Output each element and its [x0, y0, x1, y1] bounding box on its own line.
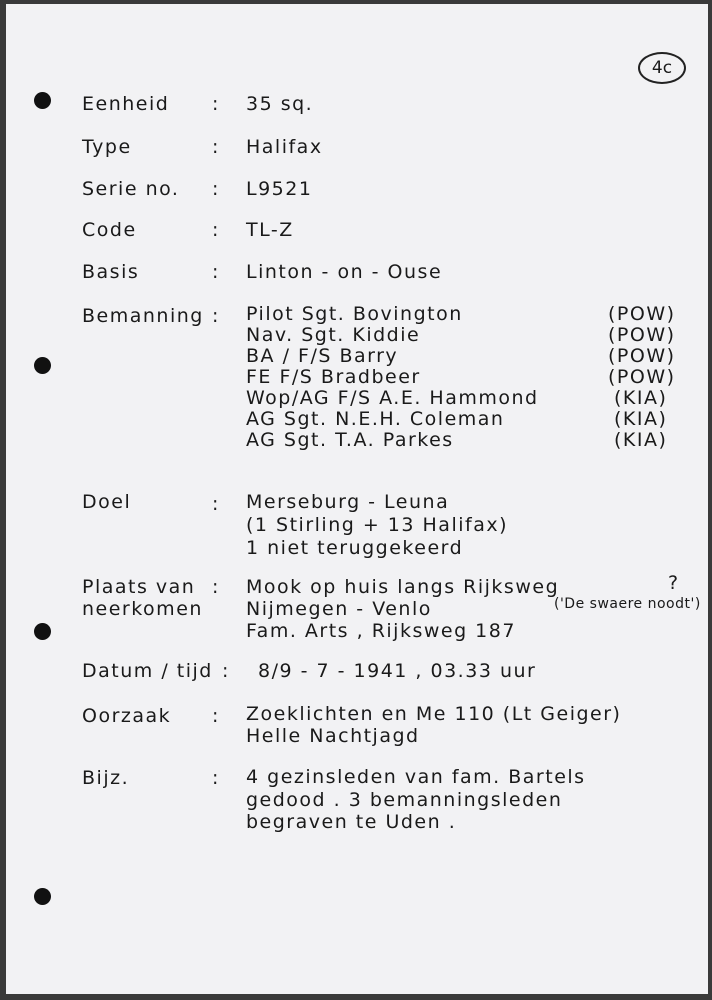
doel-line: (1 Stirling + 13 Halifax) [246, 514, 508, 536]
datum-label: Datum / tijd [82, 660, 213, 682]
bijz-line: 4 gezinsleden van fam. Bartels [246, 766, 586, 788]
oorzaak-line: Zoeklichten en Me 110 (Lt Geiger) [246, 703, 622, 725]
crew-status: (POW) [608, 345, 676, 367]
field-colon: : [212, 705, 220, 727]
doel-label: Doel [82, 491, 132, 513]
field-value-eenheid: 35 sq. [246, 93, 314, 115]
plaats-line: Mook op huis langs Rijksweg [246, 576, 560, 598]
datum-value: 8/9 - 7 - 1941 , 03.33 uur [258, 660, 537, 682]
doel-line: 1 niet teruggekeerd [246, 537, 464, 559]
crew-member: FE F/S Bradbeer [246, 366, 421, 388]
field-colon: : [212, 767, 220, 789]
bijz-line: gedood . 3 bemanningsleden [246, 789, 563, 811]
punch-hole [34, 357, 51, 374]
punch-hole [34, 92, 51, 109]
crew-status: (POW) [608, 366, 676, 388]
crew-member: AG Sgt. N.E.H. Coleman [246, 408, 505, 430]
punch-hole [34, 623, 51, 640]
field-colon: : [212, 178, 220, 200]
punch-hole [34, 888, 51, 905]
oorzaak-label: Oorzaak [82, 705, 172, 727]
field-colon: : [212, 261, 220, 283]
plaats-line: Fam. Arts , Rijksweg 187 [246, 620, 516, 642]
crew-label: Bemanning [82, 305, 204, 327]
field-colon: : [222, 660, 230, 682]
crew-member: BA / F/S Barry [246, 345, 399, 367]
field-label-code: Code [82, 219, 137, 241]
field-colon: : [212, 219, 220, 241]
field-label-type: Type [82, 136, 132, 158]
field-colon: : [212, 93, 220, 115]
field-value-serie: L9521 [246, 178, 313, 200]
field-value-code: TL-Z [246, 219, 294, 241]
page-number: 4c [638, 52, 686, 84]
question-mark: ? [668, 572, 680, 594]
doel-line: Merseburg - Leuna [246, 491, 450, 513]
crew-status: (POW) [608, 303, 676, 325]
crew-member: Wop/AG F/S A.E. Hammond [246, 387, 539, 409]
field-label-eenheid: Eenheid [82, 93, 170, 115]
crew-status: (KIA) [614, 408, 668, 430]
field-value-type: Halifax [246, 136, 323, 158]
plaats-label-line: neerkomen [82, 598, 203, 620]
bijz-label: Bijz. [82, 767, 130, 789]
oorzaak-line: Helle Nachtjagd [246, 725, 420, 747]
field-colon: : [212, 576, 220, 598]
field-label-serie: Serie no. [82, 178, 180, 200]
crew-member: Nav. Sgt. Kiddie [246, 324, 421, 346]
crew-member: Pilot Sgt. Bovington [246, 303, 463, 325]
field-label-basis: Basis [82, 261, 140, 283]
crew-status: (KIA) [614, 429, 668, 451]
plaats-line: Nijmegen - Venlo [246, 598, 432, 620]
crew-member: AG Sgt. T.A. Parkes [246, 429, 454, 451]
field-colon: : [212, 493, 220, 515]
crew-status: (KIA) [614, 387, 668, 409]
field-colon: : [212, 136, 220, 158]
field-value-basis: Linton - on - Ouse [246, 261, 443, 283]
document-page [6, 4, 708, 994]
plaats-note: ('De swaere noodt') [554, 596, 701, 612]
field-colon: : [212, 305, 220, 327]
bijz-line: begraven te Uden . [246, 811, 457, 833]
plaats-label-line: Plaats van [82, 576, 196, 598]
crew-status: (POW) [608, 324, 676, 346]
